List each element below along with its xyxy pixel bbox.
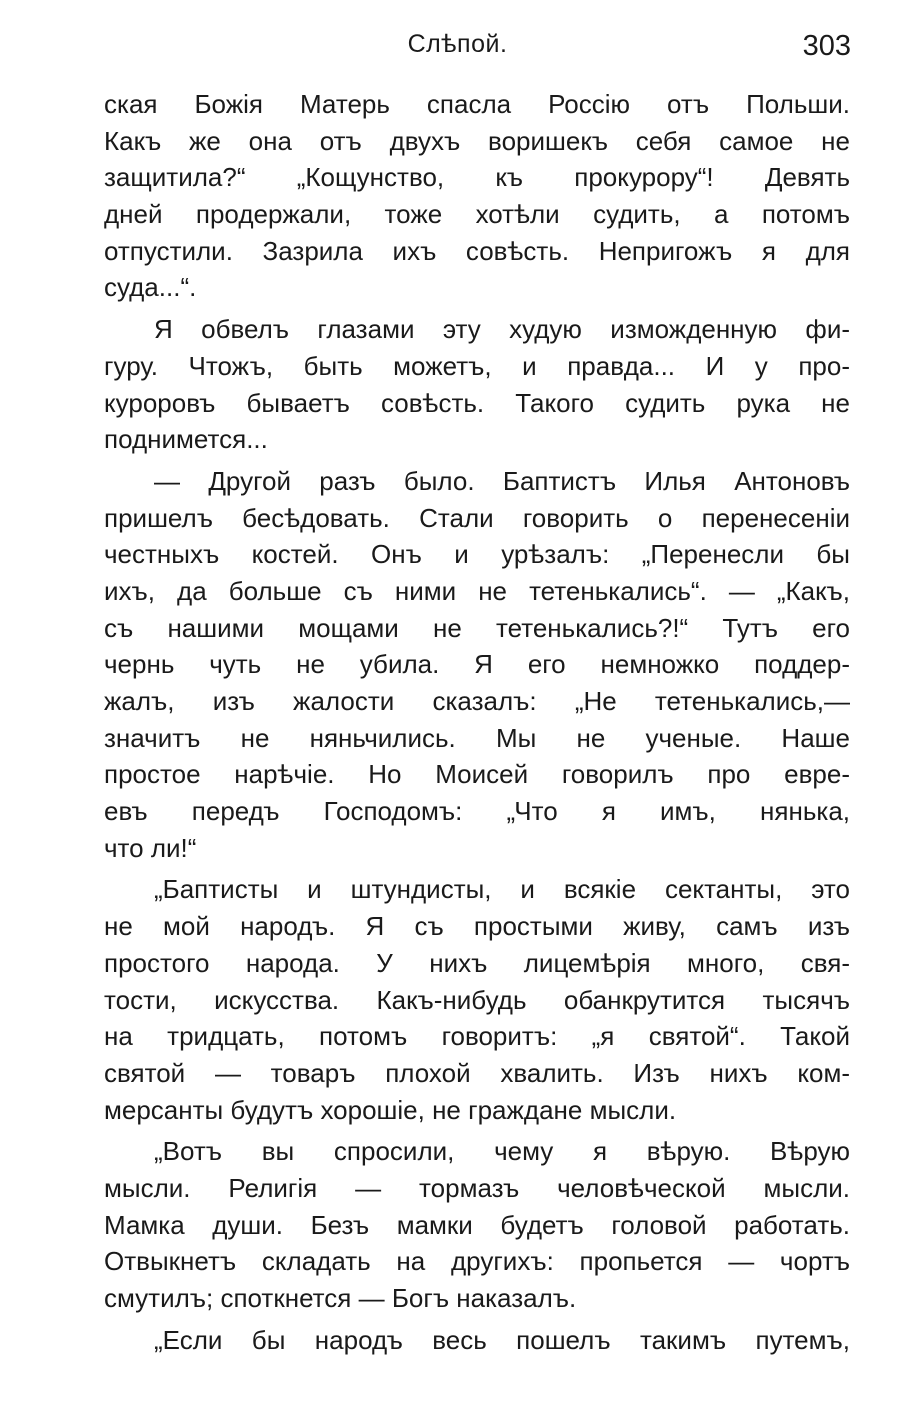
body-text: [104, 86, 850, 1358]
paragraph-start-line: „Вотъ вы спросили, чему я вѣрую. Вѣрую: [154, 1136, 850, 1167]
text-line: гуру. Чтожъ, быть можетъ, и правда... И у про-: [104, 350, 850, 381]
text-line: отпустили. Зазрила ихъ совѣсть. Непригожъ я для: [104, 235, 850, 266]
text-line: что ли!“: [104, 832, 197, 863]
text-line: простого народа. У нихъ лицемѣрія много, свя-: [104, 947, 850, 978]
text-line: святой — товаръ плохой хвалить. Изъ нихъ ком-: [104, 1057, 850, 1088]
text-line: чернь чуть не убила. Я его немножко поддер-: [104, 649, 850, 680]
paragraph-start-line: „Баптисты и штундисты, и всякіе сектанты, это: [154, 874, 850, 905]
text-line: ская Божія Матерь спасла Россію отъ Польши.: [104, 89, 850, 119]
text-line: пришелъ бесѣдовать. Стали говорить о перенесеніи: [104, 502, 850, 533]
text-line: суда...“.: [104, 272, 197, 303]
text-line: поднимется...: [104, 424, 268, 455]
text-line: тости, искусства. Какъ-нибудь обанкрутится тысячъ: [104, 984, 850, 1015]
paragraph-start-line: — Другой разъ было. Баптистъ Илья Антоновъ: [154, 465, 850, 496]
text-line: на тридцать, потомъ говоритъ: „я святой“. Такой: [104, 1021, 850, 1052]
paragraph-start-line: Я обвелъ глазами эту худую изможденную фи-: [154, 314, 850, 345]
text-line: мерсанты будутъ хорошіе, не граждане мысли.: [104, 1094, 677, 1125]
text-line: Какъ же она отъ двухъ воришекъ себя самое не: [104, 125, 850, 156]
text-line: ихъ, да больше съ ними не тетенькались“. — „Какъ,: [104, 575, 850, 606]
text-line: Отвыкнетъ складать на другихъ: пропьется — чортъ: [104, 1246, 850, 1277]
running-title: Слѣпой.: [407, 30, 508, 58]
text-line: честныхъ костей. Онъ и урѣзалъ: „Перенесли бы: [104, 539, 850, 570]
text-line: мысли. Религія — тормазъ человѣческой мысли.: [104, 1172, 850, 1203]
text-line: жалъ, изъ жалости сказалъ: „Не тетенькались,—: [104, 686, 850, 716]
text-line: Мамка души. Безъ мамки будетъ головой работать.: [104, 1209, 850, 1240]
text-line: защитила?“ „Кощунство, къ прокурору“! Девять: [104, 162, 850, 193]
text-line: не мой народъ. Я съ простыми живу, самъ изъ: [104, 911, 850, 942]
text-line: съ нашими мощами не тетенькались?!“ Тутъ его: [104, 612, 850, 643]
text-line: дней продержали, тоже хотѣли судить, а потомъ: [104, 199, 850, 230]
text-line: простое нарѣчіе. Но Моисей говорилъ про евре-: [104, 759, 850, 790]
text-line: значитъ не няньчились. Мы не ученые. Наше: [104, 722, 850, 753]
paragraph-start-line: „Если бы народъ весь пошелъ такимъ путемъ,: [154, 1324, 850, 1355]
text-line: евъ передъ Господомъ: „Что я имъ, нянька,: [104, 796, 850, 827]
page-number: 303: [802, 30, 851, 62]
text-line: смутилъ; споткнется — Богъ наказалъ.: [104, 1283, 577, 1313]
text-line: куроровъ бываетъ совѣсть. Такого судить рука не: [104, 387, 850, 418]
